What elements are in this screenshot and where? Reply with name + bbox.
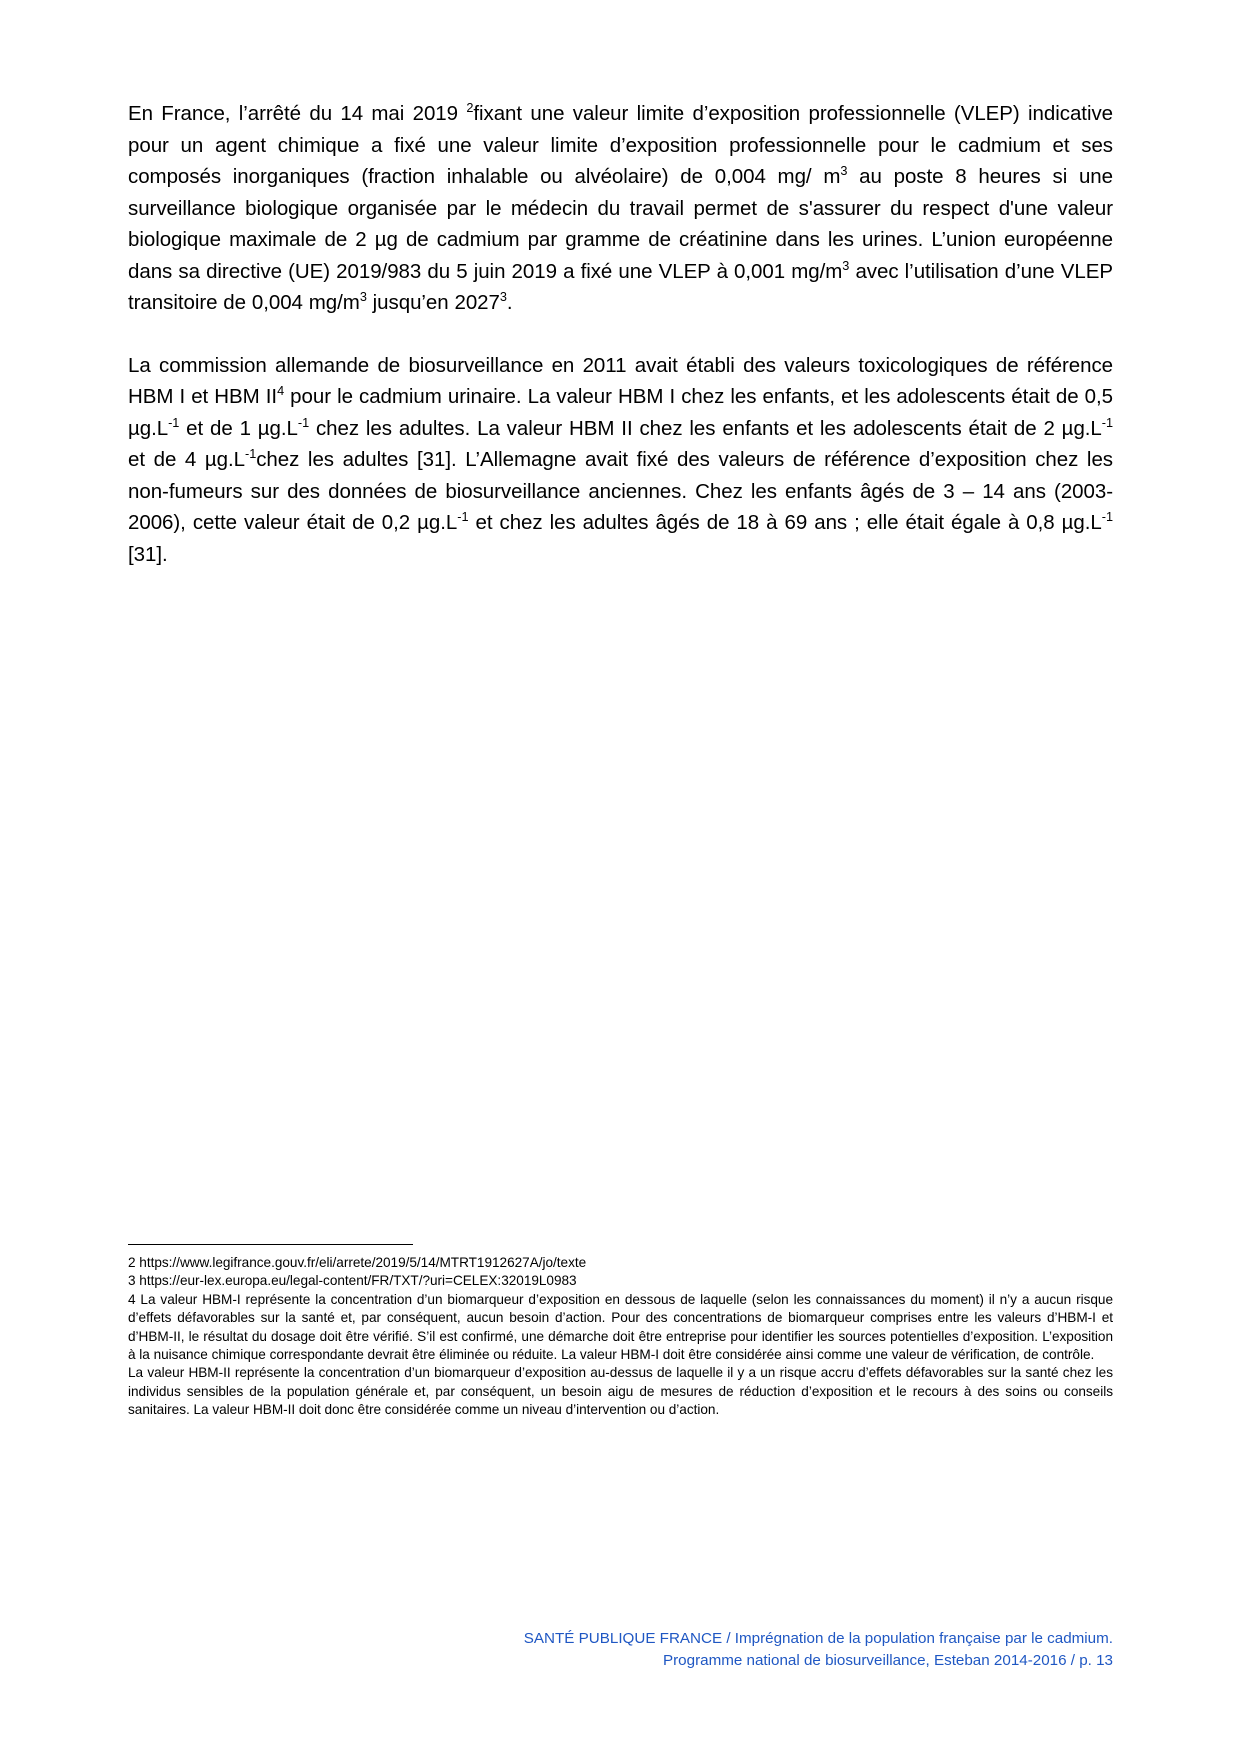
- p2-text-part-4: chez les adultes. La valeur HBM II chez les enfants et les adolescents était de 2 µg.L: [309, 416, 1102, 440]
- footer-program-line: Programme national de biosurveillance, Esteban 2014-2016 / p. 13: [662, 1652, 1113, 1669]
- p2-text-part-7: et chez les adultes âgés de 18 à 69 ans ; elle était égale à 0,8 µg.L: [468, 511, 1102, 534]
- p1-exponent-1: 3: [840, 163, 848, 179]
- p2-exponent-3: -1: [1101, 414, 1113, 430]
- p2-exponent-4: -1: [245, 446, 257, 462]
- footnote-2: 2 https://www.legifrance.gouv.fr/eli/arrete/2019/5/14/MTRT1912627A/jo/texte: [128, 1255, 587, 1270]
- p2-exponent-2: -1: [297, 414, 310, 430]
- p1-exponent-2: 3: [842, 257, 850, 273]
- footnote-4-part-2: La valeur HBM-II représente la concentration d’un biomarqueur d’exposition au-dessus de laquelle il y a un risque accru d’effets défavorables sur la santé chez les individus sensibles de la population générale et, par conséquent, un besoin aigu de mesures de réduction d’exposition et le recours à des soins ou conseils sanitaires. La valeur HBM-II doit donc être considérée comme un niveau d’intervention ou d’action.: [128, 1365, 1113, 1418]
- p1-text-part-6: .: [506, 291, 513, 314]
- main-text-area: [128, 98, 1113, 570]
- footnotes-section: [128, 1244, 1113, 1420]
- page-footer: [0, 1628, 1241, 1672]
- footnote-marker-4: 4: [277, 383, 285, 399]
- paragraph-vlep: [128, 98, 1113, 319]
- footer-title-line: SANTÉ PUBLIQUE FRANCE / Imprégnation de la population française par le cadmium.: [523, 1630, 1113, 1647]
- p2-exponent-6: -1: [1101, 509, 1113, 525]
- p1-text-part-1: En France, l’arrêté du 14 mai 2019: [128, 102, 467, 125]
- p2-text-part-6: chez les adultes [31]. L’Allemagne avait fixé des valeurs de référence d’exposition chez les non-fumeurs sur des données de biosurveillance anciennes. Chez les enfants âgés de 3 – 14 ans (2003-2006), cette valeur était de 0,2 µg.L: [128, 448, 1113, 534]
- p2-text-part-2: pour le cadmium urinaire. La valeur HBM I chez les enfants, et les adolescents était de 0,5 µg.L: [128, 385, 1113, 440]
- p1-text-part-2: fixant une valeur limite d’exposition professionnelle (VLEP) indicative pour un agent chimique a fixé une valeur limite d’exposition professionnelle pour le cadmium et ses composés inorganiques (fraction inhalable ou alvéolaire) de 0,004 mg/ m: [128, 102, 1113, 188]
- footnote-separator-rule: [128, 1244, 413, 1245]
- p1-text-part-4: avec l’utilisation d’une VLEP transitoire de 0,004 mg/m: [128, 259, 1113, 314]
- footnote-4-part-1: 4 La valeur HBM-I représente la concentration d’un biomarqueur d’exposition en dessous de laquelle (selon les connaissances du moment) il n’y a aucun risque d’effets défavorables sur la santé et, par conséquent, aucun besoin d’action. Pour des concentrations de biomarqueur comprises entre les valeurs d’HBM-I et d’HBM-II, le résultat du dosage doit être vérifié. S’il est confirmé, une démarche doit être entreprise pour identifier les sources potentielles d’exposition. L’exposition à la nuisance chimique correspondante devrait être éliminée ou réduite. La valeur HBM-I doit être considérée ainsi comme une valeur de vérification, de contrôle.: [128, 1291, 1113, 1363]
- p2-text-part-5: et de 4 µg.L: [128, 448, 246, 471]
- p1-text-part-5: jusqu’en 2027: [366, 291, 500, 314]
- paragraph-hbm: [128, 350, 1113, 571]
- p2-exponent-1: -1: [168, 414, 180, 430]
- footnote-marker-2: 2: [466, 100, 474, 116]
- p2-text-part-3: et de 1 µg.L: [179, 416, 298, 440]
- p1-exponent-3: 3: [359, 289, 367, 305]
- p1-text-part-3: au poste 8 heures si une surveillance biologique organisée par le médecin du travail permet de s'assurer du respect d'une valeur biologique maximale de 2 µg de cadmium par gramme de créatinine dans les urines. L’union européenne dans sa directive (UE) 2019/983 du 5 juin 2019 a fixé une VLEP à 0,001 mg/m: [128, 165, 1114, 283]
- footnote-3: 3 https://eur-lex.europa.eu/legal-content/FR/TXT/?uri=CELEX:32019L0983: [128, 1273, 577, 1289]
- p2-text-part-1: La commission allemande de biosurveillance en 2011 avait établi des valeurs toxicologiques de référence HBM I et HBM II: [128, 353, 1113, 408]
- p2-exponent-5: -1: [457, 509, 469, 525]
- footnote-marker-3: 3: [499, 289, 507, 305]
- p2-text-part-8: [31].: [128, 542, 168, 566]
